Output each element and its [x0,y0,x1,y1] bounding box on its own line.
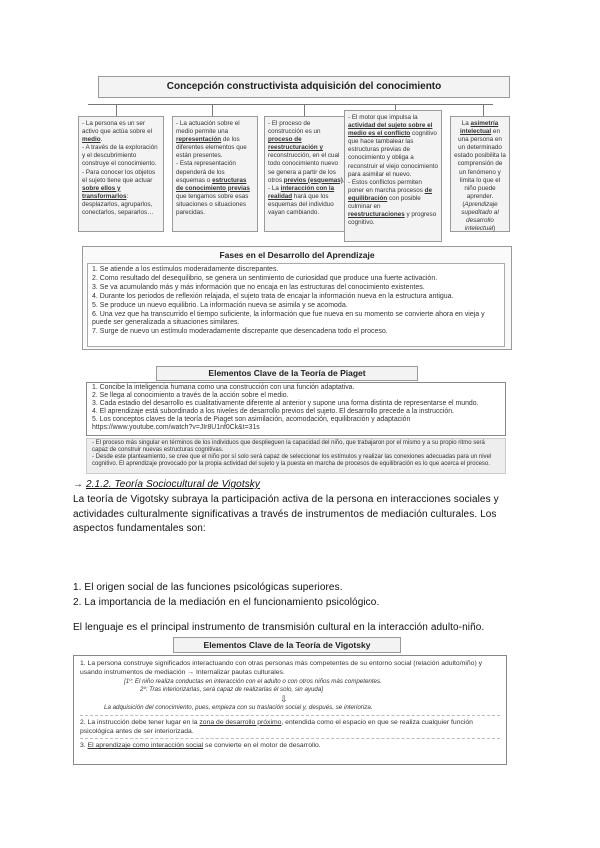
phase-list [87,263,505,347]
piaget-notes [86,438,506,474]
list-item: 1. La persona construye significados interactuando con otras personas más competentes de su entorno social (relación adulto/niño) y usando instrumentos de mediación → Internalizar pautas culturales. [80,660,483,677]
figure-title: Elementos Clave de la Teoría de Vigotsky [173,637,401,653]
list-item: 7. Surge de nuevo un estímulo moderadamente discrepante que desencadena todo el proceso. [92,328,388,336]
list-item: 5. Se produce un nuevo equilibrio. La información nueva se asimila y se acomoda. [92,301,348,309]
concept-box-2: - La actuación sobre el medio permite una representación de los diferentes elementos que están presentes. - Esta representación dependerá de los esquemas o estructuras de conocimiento previas que tengamos sobre esas situaciones o situaciones parecidas. [172,116,258,232]
sub-item: La adquisición del conocimiento, pues, empieza con su traslación social y, después, se interioriza. [104,703,373,711]
language-paragraph: El lenguaje es el principal instrumento de transmisión cultural en la interacción adulto-niño. [73,622,485,633]
list-item: 2. Como resultado del desequilibrio, se genera un sentimiento de curiosidad que produce una fuerte activación. [92,274,438,282]
point-1: 1. El origen social de las funciones psicológicas superiores. [73,582,343,593]
list-item: 3. Cada estadio del desarrollo es cualitativamente diferente al anterior y supone una forma distinta de representarse el mundo. [92,400,479,408]
connector-vertical [212,104,213,116]
vigotsky-list [73,655,507,765]
point-2: 2. La importancia de la mediación en el funcionamiento psicológico. [73,597,380,608]
list-item: 5. Los conceptos claves de la teoría de Piaget son asimilación, acomodación, equilibración y adaptación [92,416,411,424]
section-heading: → 2.1.2. Teoría Sociocultural de Vigotsky [73,479,261,490]
divider [80,736,500,739]
connector-vertical [304,104,305,116]
concept-box-1: - La persona es un ser activo que actúa sobre el medio. - A través de la exploración y el descubrimiento construye el conocimiento. - Para conocer los objetos el sujeto tiene que actuar sobre ellos y transformarlos: desplazarlos, agruparlos, conectarlos, separarlos… [78,116,164,232]
figure-title: Concepción constructivista adquisición del conocimiento [98,76,510,98]
list-item: 2. La instrucción debe tener lugar en la zona de desarrollo próximo, entendida como el espacio en que se realiza cualquier función psicológica antes de ser interiorizada. [80,718,473,735]
figure-title: Elementos Clave de la Teoría de Piaget [156,366,418,381]
connector-vertical [116,104,117,116]
sub-item: [1º: El niño realiza conductas en interacción con el adulto o con otros niños más competentes. [124,677,382,685]
list-item: 1. Se atiende a los estímulos moderadamente discrepantes. [92,266,279,273]
divider [80,712,500,716]
list-item: 3. El aprendizaje como interacción social se convierte en el motor de desarrollo. [80,742,321,750]
connector-vertical [483,104,484,116]
figure-piaget-elements [80,366,512,474]
arrow-down-icon: ⇩ [280,693,288,704]
list-item: 6. Una vez que ha transcurrido el tiempo suficiente, la información que fue nueva en su momento se convierte ahora en vieja y puede ser generalizada a situaciones similares. [92,310,485,327]
concept-box-3: - El proceso de construcción es un proceso de reestructuración y reconstrucción, en el cual todo conocimiento nuevo se genera a partir de los otros previos (esquemas) - La interacción con la realidad hará que los esquemas del individuo vayan cambiando. [264,116,350,232]
connector-horizontal [88,104,493,105]
concept-box-5: La asimetría intelectual en una persona en un determinado estado posibilita la comprensión de un fenómeno y limita lo que el niño puede aprender. (Aprendizaje supeditado al desarrollo intelectual) [450,116,510,232]
piaget-list [86,382,506,436]
intro-paragraph: La teoría de Vigotsky subraya la participación activa de la persona en interacciones sociales y actividades culturalmente significativas a través de instrumentos de mediación culturales. Los aspectos fundamentales son: [73,494,499,534]
video-link[interactable]: https://www.youtube.com/watch?v=JIr8U1nf0Ck&t=31s [92,424,260,432]
figure-title: Fases en el Desarrollo del Aprendizaje [219,250,375,260]
figure-learning-phases [82,246,512,350]
figure-constructivist-concept [78,70,510,242]
note-text: - El proceso más singular en términos de los individuos que desplieguen la capacidad del niño, que trabajaron por el mismo y a su propio ritmo será capaz de construir nuevas estructuras cognitivas. [92,440,485,453]
list-item: 2. Se llega al conocimiento a través de la acción sobre el medio. [92,392,289,400]
list-item: 4. El aprendizaje está subordinado a los niveles de desarrollo previos del sujeto. El desarrollo precede a la instrucción. [92,408,454,416]
arrow-icon: → [73,479,84,490]
concept-box-4: - El motor que impulsa la actividad del sujeto sobre el medio es el conflicto cognitivo que hace tambalear las estructuras previas de conocimiento y obliga a reconstruir el viejo conocimiento para asimilar el nuevo. - Estos conflictos permiten poner en marcha procesos de equilibración con posible culminar en reestructuraciones y progreso cognitivo. [344,110,442,242]
list-item: 3. Se va acumulando más y más información que no encaja en las estructuras del conocimiento existentes. [92,283,425,291]
note-text: - Desde este planteamiento, se cree que el niño por sí solo será capaz de seleccionar los estímulos y realizar las conexiones adecuadas para un nivel cognitivo. El aprendizaje provocado por la propia actividad del sujeto y la puesta en marcha de procesos de equilibración es lo que acerca el proceso. [92,454,492,467]
list-item: 1. Concibe la inteligencia humana como una construcción con una función adaptativa. [92,384,355,391]
list-item: 4. Durante los periodos de reflexión relajada, el sujeto trata de encajar la información nueva en la estructura antigua. [92,292,454,300]
sub-item: 2º: Tras interiorizarlas, será capaz de realizarlas él solo, sin ayuda] [140,685,324,693]
figure-vigotsky-elements [73,637,509,767]
